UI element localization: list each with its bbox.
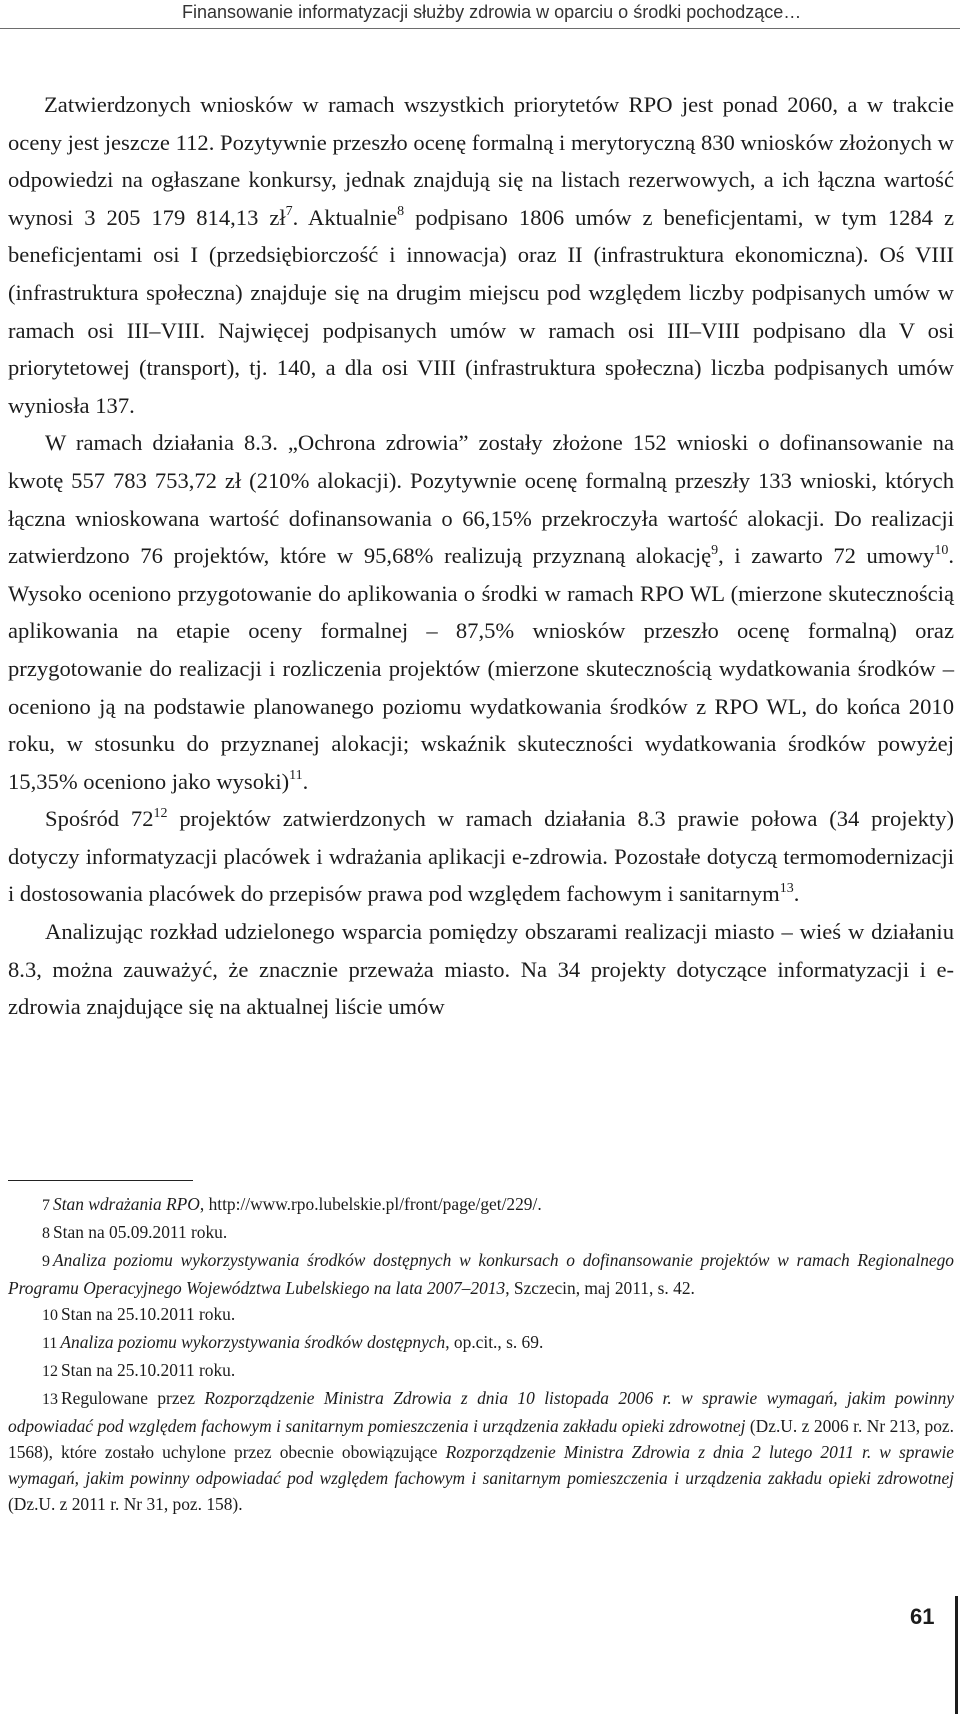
- footnote-title: Stan wdrażania RPO: [53, 1194, 200, 1214]
- text-run: Zatwierdzonych wniosków w ramach wszystkich priorytetów RPO jest ponad 2060, a w trakcie oceny jest jeszcze 112. Pozytywnie przeszło ocenę formalną i merytoryczną 830 wniosków złożonych w odpowiedzi na ogłaszane konkursy, jednak znajdują się na listach rezerwowych, a ich łączna wartość wynosi 3 205 179 814,13 zł: [8, 92, 954, 230]
- text-run: , i zawarto 72 umowy: [718, 543, 935, 569]
- footnote: [8, 1357, 954, 1385]
- footnote-title: Analiza poziomu wykorzystywania środków dostępnych w konkursach o dofinansowanie projektów w ramach Regionalnego Programu Operacyjnego Województwa Lubelskiego na lata 2007–2013: [8, 1250, 954, 1298]
- text-run: Spośród 72: [45, 806, 154, 832]
- text-run: .: [302, 768, 309, 794]
- footnote-separator: [8, 1180, 193, 1181]
- footnote-text: Stan na 05.09.2011 roku.: [53, 1222, 228, 1242]
- footnote-text: , http://www.rpo.lubelskie.pl/front/page/get/229/.: [199, 1194, 542, 1214]
- footnote-text: (Dz.U. z 2006 r. Nr 213, poz. 1568), które zostało uchylone przez obecnie obowiązujące: [8, 1416, 954, 1462]
- footnote: [8, 1191, 954, 1219]
- paragraph: [8, 913, 954, 1026]
- page-number: 61: [910, 1604, 935, 1629]
- footnote: [8, 1247, 954, 1301]
- footnote-ref[interactable]: 13: [779, 880, 794, 896]
- text-run: .: [793, 881, 800, 907]
- margin-rule: [955, 1596, 958, 1714]
- text-run: . Aktualnie: [292, 204, 398, 230]
- footnote-ref[interactable]: 8: [397, 204, 405, 220]
- footnote-text: Stan na 25.10.2011 roku.: [61, 1360, 236, 1380]
- footnote-number: 9: [42, 1253, 50, 1270]
- footnote: [8, 1385, 954, 1517]
- footnote-ref[interactable]: 9: [711, 542, 719, 558]
- running-header: [0, 0, 960, 29]
- paragraph: [8, 86, 954, 424]
- footnote-number: 12: [42, 1363, 58, 1380]
- main-text: [8, 86, 954, 1026]
- text-run: projektów zatwierdzonych w ramach działania 8.3 prawie połowa (34 projekty) dotyczy informatyzacji placówek i wdrażania aplikacji e-zdrowia. Pozostałe dotyczą termomodernizacji i dostosowania placówek do przepisów prawa pod względem fachowym i sanitarnym: [8, 806, 954, 907]
- text-run: W ramach działania 8.3. „Ochrona zdrowia” zostały złożone 152 wnioski o dofinansowanie na kwotę 557 783 753,72 zł (210% alokacji). Pozytywnie ocenę formalną przeszły 133 wnioski, których łączna wnioskowana wartość dofinansowania o 66,15% przekroczyła wartość alokacji. Do realizacji zatwierdzono 76 projektów, które w 95,68% realizują przyznaną alokację: [8, 430, 954, 569]
- footnote-number: 11: [42, 1335, 58, 1352]
- footnote-text: Regulowane przez: [61, 1388, 205, 1408]
- footnotes: [8, 1191, 954, 1517]
- text-run: . Wysoko oceniono przygotowanie do aplikowania o środki w ramach RPO WL (mierzone skutecznością aplikowania na etapie oceny formalnej – 87,5% wniosków przeszło ocenę formalną) oraz przygotowanie do realizacji i rozliczenia projektów (mierzone skutecznością wydatkowania środków – oceniono ją na podstawie planowanego poziomu wydatkowania środków z RPO WL, do końca 2010 roku, w stosunku do przyznanej alokacji; wskaźnik skuteczności wydatkowania środków powyżej 15,35% oceniono jako wysoki): [8, 543, 954, 794]
- footnote: [8, 1301, 954, 1329]
- footnote-title: Analiza poziomu wykorzystywania środków dostępnych: [60, 1332, 446, 1352]
- footnote-number: 10: [42, 1307, 58, 1324]
- paragraph: [8, 800, 954, 913]
- footnote-title: Rozporządzenie Ministra Zdrowia z dnia 2 lutego 2011 r. w sprawie wymagań, jakim powinny odpowiadać pod względem fachowym i sanitarnym pomieszczenia i urządzenia zakładu opieki zdrowotnej: [8, 1442, 955, 1488]
- footnote-ref[interactable]: 11: [289, 768, 303, 784]
- footnote-text: , Szczecin, maj 2011, s. 42.: [505, 1278, 695, 1298]
- running-title: Finansowanie informatyzacji służby zdrowia w oparciu o środki pochodzące…: [182, 2, 802, 22]
- text-run: podpisano 1806 umów z beneficjentami, w tym 1284 z beneficjentami osi I (przedsiębiorczość i innowacja) oraz II (infrastruktura ekonomiczna). Oś VIII (infrastruktura społeczna) znajduje się na drugim miejscu pod względem liczby podpisanych umów w ramach osi III–VIII. Najwięcej podpisanych umów w ramach osi III–VIII podpisano dla V osi priorytetowej (transport), tj. 140, a dla osi VIII (infrastruktura społeczna) liczba podpisanych umów wyniosła 137.: [8, 204, 954, 418]
- footnote-ref[interactable]: 12: [153, 805, 168, 821]
- footnote-number: 8: [42, 1225, 50, 1242]
- text-run: Analizując rozkład udzielonego wsparcia pomiędzy obszarami realizacji miasto – wieś w działaniu 8.3, można zauważyć, że znacznie przeważa miasto. Na 34 projekty dotyczące informatyzacji i e-zdrowia znajdujące się na aktualnej liście umów: [8, 919, 954, 1020]
- footnote-text: Stan na 25.10.2011 roku.: [61, 1304, 236, 1324]
- footnote-title: Rozporządzenie Ministra Zdrowia z dnia 10 listopada 2006 r. w sprawie wymagań, jakim powinny odpowiadać pod względem fachowym i sanitarnym pomieszczenia i urządzenia zakładu opieki zdrowotnej: [8, 1388, 954, 1436]
- footnote-ref[interactable]: 7: [285, 204, 293, 220]
- footnote-text: (Dz.U. z 2011 r. Nr 31, poz. 158).: [8, 1494, 243, 1514]
- footnote-text: , op.cit., s. 69.: [445, 1332, 544, 1352]
- footnote-ref[interactable]: 10: [934, 542, 949, 558]
- footnote: [8, 1219, 954, 1247]
- paragraph: [8, 424, 954, 800]
- footnote-number: 13: [42, 1391, 58, 1408]
- footnote: [8, 1329, 954, 1357]
- footnote-number: 7: [42, 1197, 50, 1214]
